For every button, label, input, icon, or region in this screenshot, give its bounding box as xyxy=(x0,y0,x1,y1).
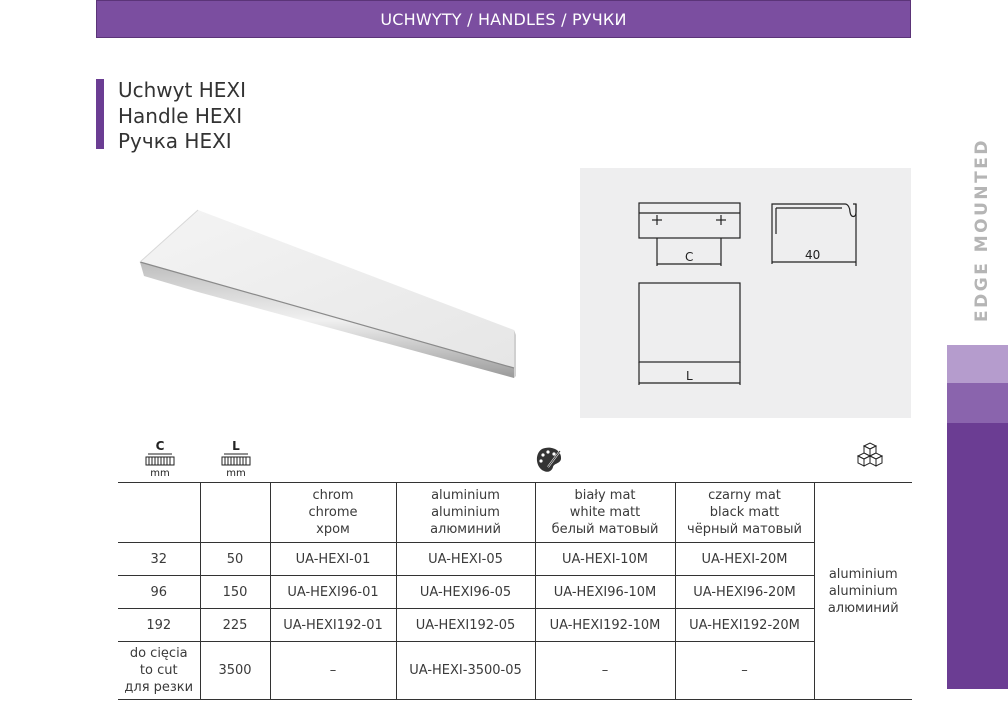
cell-c: 192 xyxy=(118,609,200,642)
cell-code: UA-HEXI-20M xyxy=(675,543,814,576)
drawing-label-40: 40 xyxy=(805,248,821,262)
header-black-matt: czarny mat black matt чёрный матовый xyxy=(675,483,814,543)
cell-l: 150 xyxy=(200,576,270,609)
length-l-letter: L xyxy=(232,439,240,453)
table-row xyxy=(118,576,912,609)
product-title-en: Handle HEXI xyxy=(118,103,243,128)
cell-code: – xyxy=(270,642,396,700)
table-row-cut xyxy=(118,642,912,700)
table-row xyxy=(118,543,912,576)
cell-code: – xyxy=(535,642,675,700)
cell-code: UA-HEXI96-10M xyxy=(535,576,675,609)
cell-code: UA-HEXI96-01 xyxy=(270,576,396,609)
header-chrome: chrom chrome хром xyxy=(270,483,396,543)
cell-c: 32 xyxy=(118,543,200,576)
cell-c: 96 xyxy=(118,576,200,609)
spacing-c-letter: C xyxy=(155,439,165,453)
material-cell: aluminium aluminium алюминий xyxy=(814,483,912,700)
spacing-c-icon xyxy=(146,439,174,479)
header-white-matt: biały mat white matt белый матовый xyxy=(535,483,675,543)
header-l-cell xyxy=(200,483,270,543)
technical-drawing-svg xyxy=(580,168,911,418)
spec-table xyxy=(118,482,912,700)
palette-icon xyxy=(537,448,561,472)
category-title: UCHWYTY / HANDLES / РУЧКИ xyxy=(380,9,627,29)
length-l-icon xyxy=(222,439,250,479)
technical-drawing xyxy=(580,168,911,418)
side-category-text: EDGE MOUNTED xyxy=(972,138,992,322)
cell-code: UA-HEXI-10M xyxy=(535,543,675,576)
table-header-row xyxy=(118,483,912,543)
cell-code: – xyxy=(675,642,814,700)
cell-code: UA-HEXI-05 xyxy=(396,543,535,576)
product-photo xyxy=(118,190,538,420)
cell-l: 3500 xyxy=(200,642,270,700)
header-aluminium: aluminium aluminium алюминий xyxy=(396,483,535,543)
category-header xyxy=(96,0,911,38)
table-row xyxy=(118,609,912,642)
cell-code: UA-HEXI-01 xyxy=(270,543,396,576)
cell-code: UA-HEXI96-05 xyxy=(396,576,535,609)
side-tab-medium xyxy=(947,383,1008,423)
drawing-label-c: C xyxy=(685,250,694,264)
length-l-unit: mm xyxy=(226,468,246,479)
cell-cut-label: do cięcia to cut для резки xyxy=(118,642,200,700)
cell-code: UA-HEXI96-20M xyxy=(675,576,814,609)
title-accent-bar xyxy=(96,79,104,149)
cell-code: UA-HEXI192-10M xyxy=(535,609,675,642)
cell-code: UA-HEXI192-01 xyxy=(270,609,396,642)
table-icon-row xyxy=(118,436,912,482)
spacing-c-unit: mm xyxy=(150,468,170,479)
header-c-cell xyxy=(118,483,200,543)
drawing-label-l: L xyxy=(686,369,693,383)
side-tab-dark xyxy=(947,423,1008,689)
product-title xyxy=(118,78,246,155)
cell-l: 225 xyxy=(200,609,270,642)
product-title-ru: Ручка HEXI xyxy=(118,129,232,153)
cell-code: UA-HEXI192-20M xyxy=(675,609,814,642)
product-title-pl: Uchwyt HEXI xyxy=(118,78,246,102)
side-tab-light xyxy=(947,345,1008,383)
cell-l: 50 xyxy=(200,543,270,576)
side-category-label xyxy=(965,130,999,330)
cell-code: UA-HEXI192-05 xyxy=(396,609,535,642)
cubes-icon xyxy=(858,443,882,466)
cell-code: UA-HEXI-3500-05 xyxy=(396,642,535,700)
